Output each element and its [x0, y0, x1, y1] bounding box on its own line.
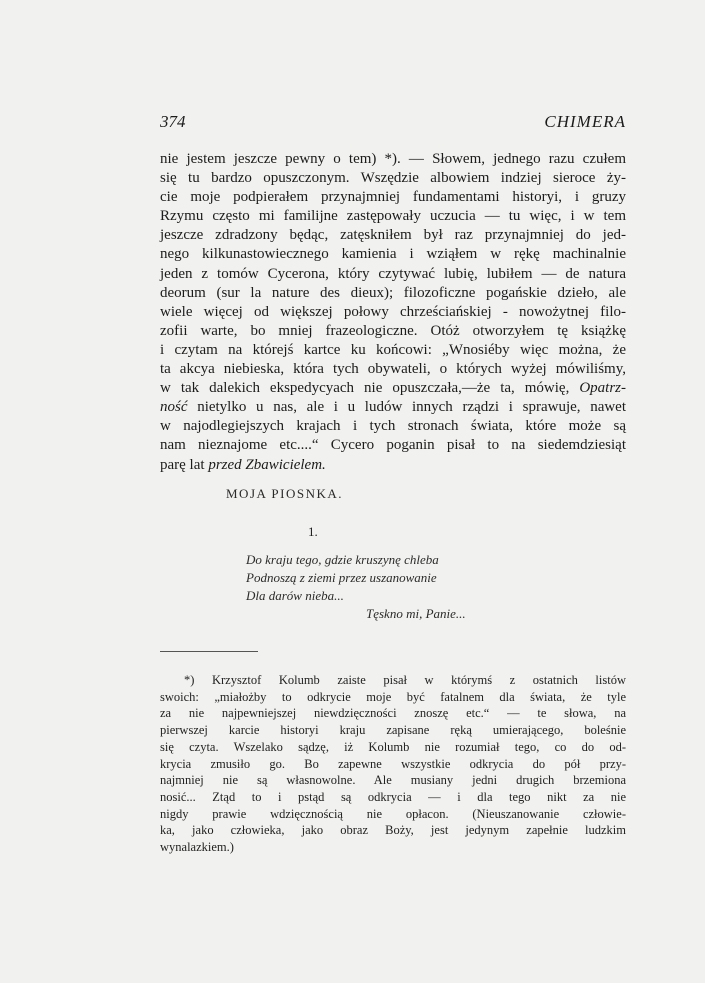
body-line: nego kilkunastowiecznego kamienia i wziąłem w rękę machinalnie [160, 246, 626, 263]
footnote-line: krycia zmusiło go. Bo zapewne wszystkie odkrycia do pół przy- [160, 756, 626, 771]
italic-word: Opatrz- [579, 380, 627, 397]
body-line: się tu bardzo opuszczonym. Wszędzie albowiem indziej sieroce ży- [160, 170, 626, 187]
body-line: cie moje podpierałem przynajmniej fundamentami historyi, i gruzy [160, 189, 626, 206]
body-line: Rzymu często mi familijne zastępowały uczucia — tu więc, i w tem [160, 208, 626, 225]
body-line: nam nieznajome etc....“ Cycero poganin pisał to na siedemdziesiąt [160, 437, 626, 454]
italic-word: ność [160, 399, 188, 416]
body-line: deorum (sur la nature des dieux); filozoficzne pogańskie dzieło, ale [160, 284, 626, 301]
footnote-divider [160, 651, 258, 652]
running-title: CHIMERA [544, 112, 626, 131]
body-line-text: w tak dalekich ekspedycyach nie opuszczała,—że ta, mówię, [160, 380, 570, 397]
body-line: jeden z tomów Cycerona, który czytywać lubię, lubiłem — de natura [160, 265, 626, 282]
poem-line: Do kraju tego, gdzie kruszynę chleba [246, 552, 439, 567]
body-line: nie jestem jeszcze pewny o tem) *). — Słowem, jednego razu czułem [160, 151, 626, 167]
footnote-line: najmniej nie są własnowolne. Ale musiany jedni drugich brzemiona [160, 773, 626, 788]
footnote-line: za nie najpewniejszej niewdzięczności znoszę etc.“ — te słowa, na [160, 706, 626, 721]
body-line: ta akcya niebieska, która tych obywateli, o których wyżej mówiliśmy, [160, 361, 626, 378]
poem-line: Podnoszą z ziemi przez uszanowanie [246, 570, 437, 585]
footnote-line: nigdy prawie wdzięcznością nie opłacon. (Nieuszanowanie człowie- [160, 806, 626, 821]
body-text [160, 150, 626, 475]
footnote-line: ka, jako człowieka, jako obraz Boży, jest jedynym zapełnie ludzkim [160, 823, 626, 838]
body-line-text: nietylko u nas, ale i u ludów innych rządzi i sprawuje, nawet [197, 399, 627, 416]
footnote-line: nosić... Ztąd to i pstąd są odkrycia — i dla tego nikt za nie [160, 789, 626, 804]
body-line-text: parę lat [160, 456, 205, 473]
body-line: zofii warte, bo mniej frazeologiczne. Otóż otworzyłem tę książkę [160, 322, 626, 339]
body-line: i czytam na którejś kartce ku końcowi: „Wnosiéby więc można, że [160, 341, 626, 358]
poem-line: Dla darów nieba... [246, 588, 344, 603]
body-line-last [160, 456, 626, 475]
footnote-line: wynalazkiem.) [160, 840, 234, 855]
footnote-line: pierwszej karcie historyi kraju zapisane ręką umierającego, boleśnie [160, 723, 626, 738]
poem-line-refrain: Tęskno mi, Panie... [366, 606, 466, 621]
body-line-with-italic [160, 379, 626, 398]
body-line: w najodlegiejszych krajach i tych stronach świata, które może są [160, 418, 626, 435]
body-line-with-italic [160, 398, 626, 417]
italic-phrase: przed Zbawicielem. [208, 456, 326, 473]
poem-title: MOJA PIOSNKA. [226, 486, 344, 501]
footnote [160, 672, 626, 856]
stanza-number: 1. [308, 524, 318, 539]
footnote-line: się czyta. Wszelako sądzę, iż Kolumb nie rozumiał tego, co do od- [160, 739, 626, 754]
page-header [160, 112, 626, 144]
poem-stanza [246, 551, 506, 623]
footnote-line: swoich: „miałożby to odkrycie moje być fatalnem dla świata, że tyle [160, 689, 626, 704]
body-line: wiele więcej od większej połowy chrześciańskiej - nowożytnej filo- [160, 303, 626, 320]
footnote-line: *) Krzysztof Kolumb zaiste pisał w którymś z ostatnich listów [184, 673, 626, 687]
body-line: jeszcze zdradzony będąc, zatęskniłem był raz przynajmniej do jed- [160, 227, 626, 244]
page-number: 374 [160, 112, 186, 131]
